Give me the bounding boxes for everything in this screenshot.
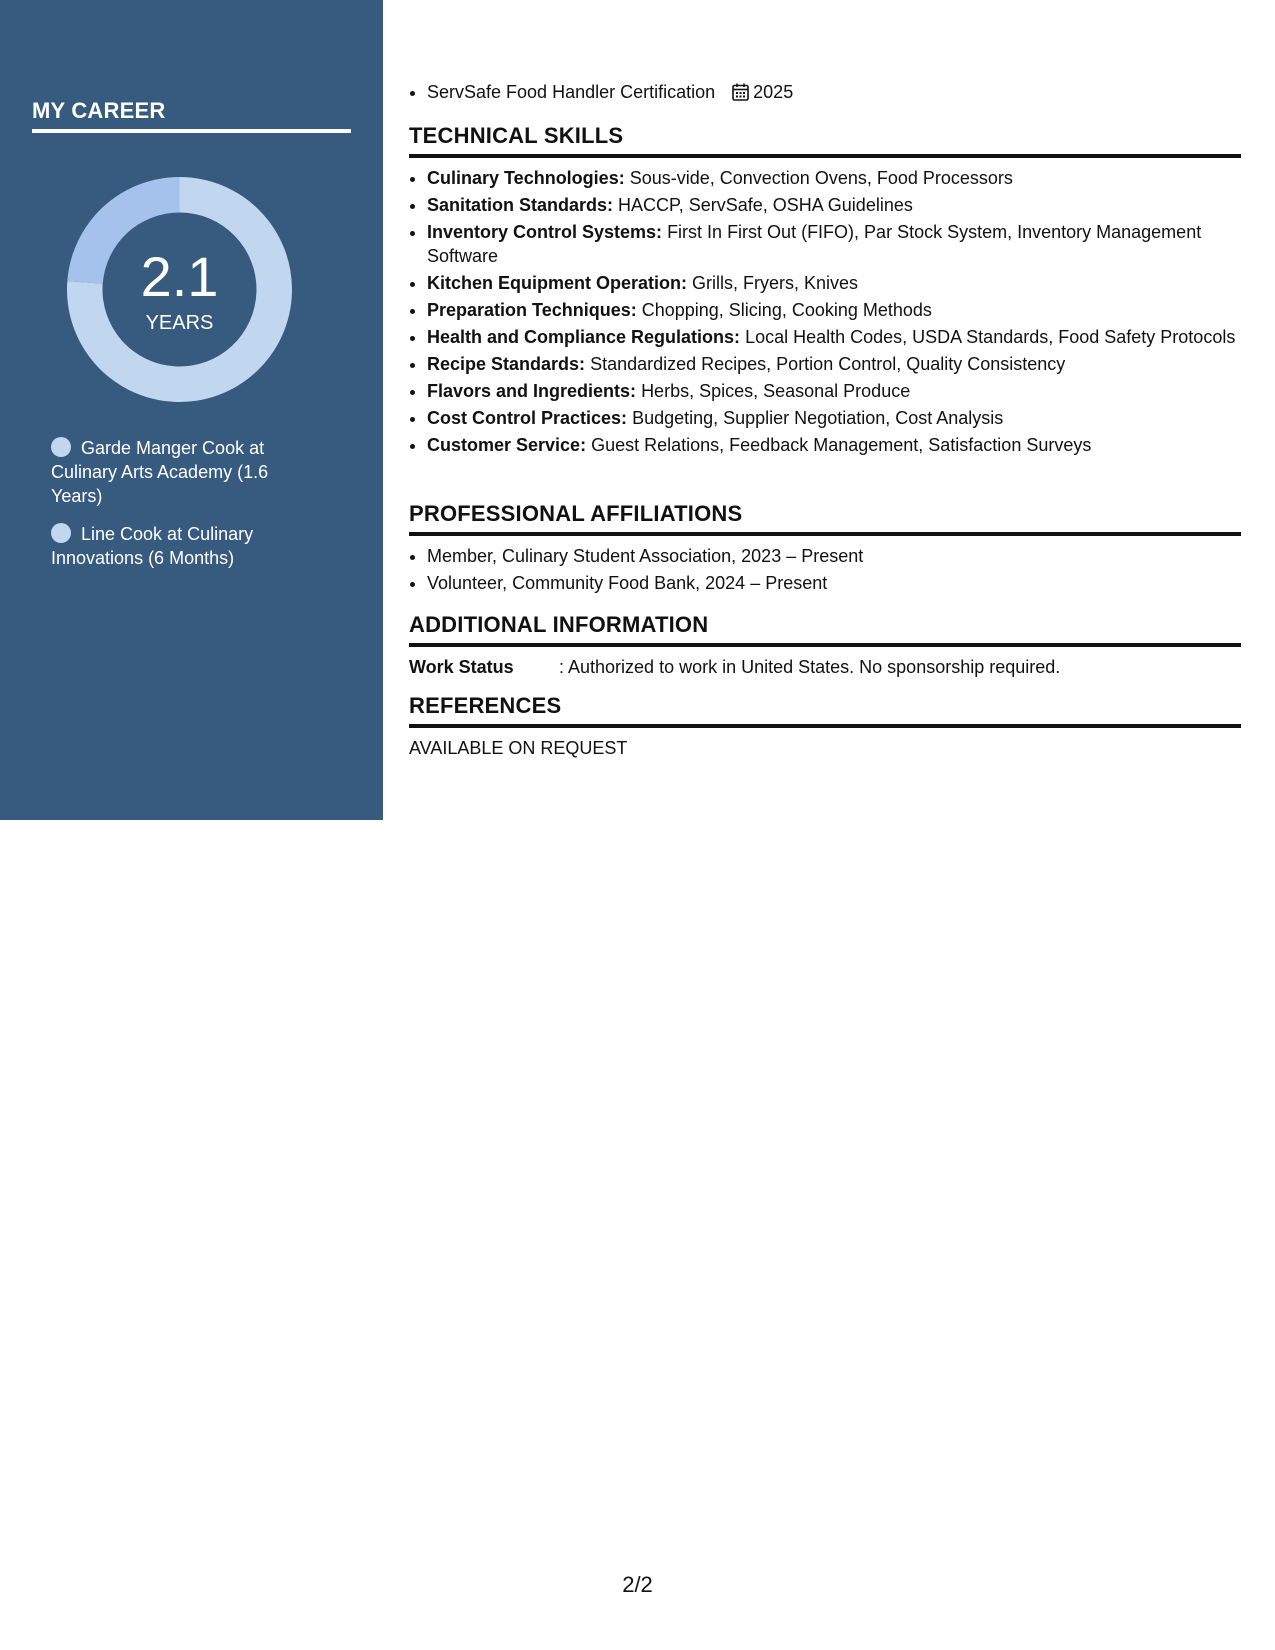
work-status-label: Work Status bbox=[409, 657, 514, 677]
skill-item bbox=[427, 379, 1241, 403]
section-rule bbox=[409, 154, 1241, 158]
skill-item bbox=[427, 220, 1241, 268]
references-section bbox=[409, 692, 1241, 760]
career-title-rule bbox=[32, 129, 351, 133]
career-legend bbox=[51, 436, 301, 584]
certifications-list bbox=[409, 80, 1241, 110]
skill-details: First In First Out (FIFO), Par Stock System, Inventory Management Software bbox=[427, 222, 1202, 266]
skill-item bbox=[427, 271, 1241, 295]
skill-details: Grills, Fryers, Knives bbox=[692, 273, 859, 293]
technical-skills-section bbox=[409, 122, 1241, 460]
affiliations-section bbox=[409, 500, 1241, 598]
skill-details: Guest Relations, Feedback Management, Satisfaction Surveys bbox=[591, 435, 1092, 455]
skill-category: Health and Compliance Regulations: bbox=[427, 327, 741, 347]
skill-category: Kitchen Equipment Operation: bbox=[427, 273, 688, 293]
skill-details: Budgeting, Supplier Negotiation, Cost Analysis bbox=[632, 408, 1004, 428]
section-title: PROFESSIONAL AFFILIATIONS bbox=[409, 501, 743, 526]
skill-category: Inventory Control Systems: bbox=[427, 222, 663, 242]
skill-item bbox=[427, 325, 1241, 349]
skill-details: HACCP, ServSafe, OSHA Guidelines bbox=[618, 195, 913, 215]
certification-item bbox=[427, 80, 1241, 107]
skills-list bbox=[409, 166, 1241, 457]
skill-category: Flavors and Ingredients: bbox=[427, 381, 637, 401]
section-rule bbox=[409, 643, 1241, 647]
section-title: REFERENCES bbox=[409, 693, 562, 718]
skill-category: Cost Control Practices: bbox=[427, 408, 628, 428]
section-rule bbox=[409, 724, 1241, 728]
skill-item bbox=[427, 406, 1241, 430]
certification-year: 2025 bbox=[753, 82, 794, 102]
section-title: TECHNICAL SKILLS bbox=[409, 123, 624, 148]
career-sidebar bbox=[0, 0, 383, 820]
skill-item bbox=[427, 433, 1241, 457]
legend-dot-icon bbox=[51, 523, 71, 543]
page-number: 2/2 bbox=[622, 1572, 653, 1597]
skill-item bbox=[427, 298, 1241, 322]
skill-category: Culinary Technologies: bbox=[427, 168, 625, 188]
skill-category: Recipe Standards: bbox=[427, 354, 586, 374]
career-legend-item bbox=[51, 436, 301, 508]
affiliation-item: • Volunteer, Community Food Bank, 2024 – Present bbox=[427, 571, 1241, 595]
career-legend-label: Garde Manger Cook at Culinary Arts Academy (1.6 Years) bbox=[51, 438, 269, 506]
skill-details: Local Health Codes, USDA Standards, Food Safety Protocols bbox=[745, 327, 1236, 347]
section-rule bbox=[409, 532, 1241, 536]
career-donut-chart bbox=[67, 177, 292, 402]
work-status-row bbox=[409, 655, 1241, 679]
calendar-icon bbox=[732, 83, 749, 107]
skill-category: Preparation Techniques: bbox=[427, 300, 637, 320]
skill-category: Customer Service: bbox=[427, 435, 587, 455]
work-status-value: : Authorized to work in United States. No sponsorship required. bbox=[559, 657, 1061, 677]
career-total-value: 2.1 bbox=[140, 245, 219, 308]
skill-details: Chopping, Slicing, Cooking Methods bbox=[641, 300, 932, 320]
additional-info-section bbox=[409, 611, 1241, 679]
affiliation-item: • Member, Culinary Student Association, 2023 – Present bbox=[427, 544, 1241, 568]
skill-item bbox=[427, 352, 1241, 376]
legend-dot-icon bbox=[51, 437, 71, 457]
skill-details: Herbs, Spices, Seasonal Produce bbox=[641, 381, 911, 401]
skill-item bbox=[427, 193, 1241, 217]
skill-item bbox=[427, 166, 1241, 190]
references-text: AVAILABLE ON REQUEST bbox=[409, 738, 628, 758]
skill-category: Sanitation Standards: bbox=[427, 195, 614, 215]
section-title: ADDITIONAL INFORMATION bbox=[409, 612, 709, 637]
certification-name: ServSafe Food Handler Certification bbox=[427, 82, 716, 102]
skill-details: Sous-vide, Convection Ovens, Food Processors bbox=[629, 168, 1013, 188]
career-title: MY CAREER bbox=[32, 98, 166, 123]
career-legend-label: Line Cook at Culinary Innovations (6 Months) bbox=[51, 524, 254, 568]
affiliations-list bbox=[409, 544, 1241, 595]
skill-details: Standardized Recipes, Portion Control, Quality Consistency bbox=[590, 354, 1066, 374]
career-total-unit: YEARS bbox=[145, 312, 214, 334]
career-legend-item bbox=[51, 522, 301, 570]
